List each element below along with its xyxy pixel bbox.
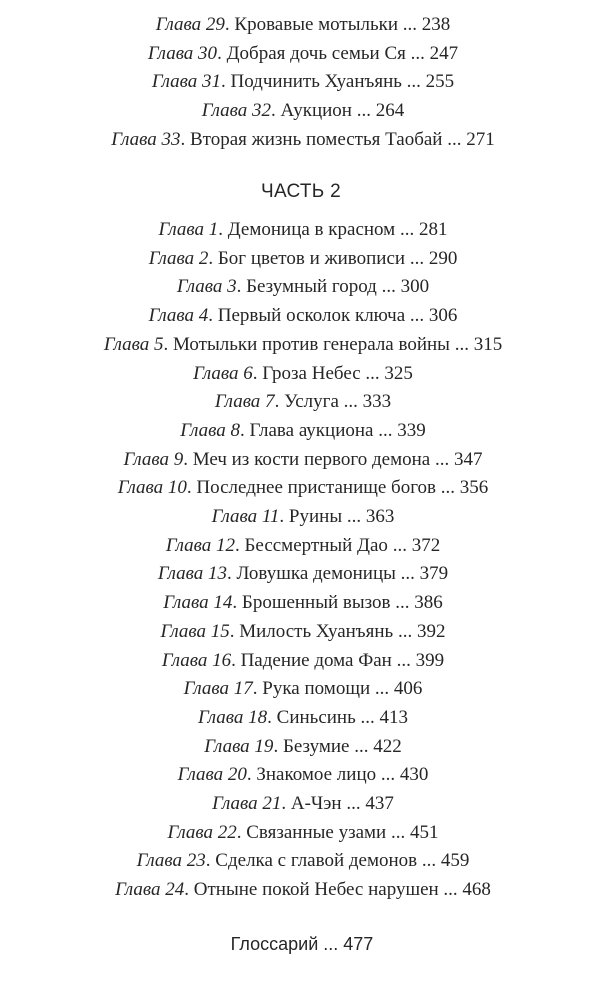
page-number: 333: [362, 391, 392, 413]
chapter-label: Глава 30: [147, 42, 218, 64]
label-period: .: [235, 534, 245, 556]
toc-entry[interactable]: [0, 13, 596, 37]
chapter-title: Добрая дочь семьи Ся: [226, 42, 406, 64]
label-period: .: [221, 71, 231, 93]
leader-dots: ...: [341, 793, 366, 814]
leader-dots: ...: [417, 850, 441, 872]
chapter-label: Глава 2: [148, 247, 209, 269]
leader-dots: ...: [373, 419, 398, 441]
label-period: .: [229, 620, 240, 642]
leader-dots: ...: [338, 391, 363, 413]
toc-entry[interactable]: [0, 620, 596, 644]
chapter-label: Глава 19: [204, 735, 274, 757]
chapter-title: Рука помощи: [262, 678, 371, 700]
page-number: 372: [411, 534, 441, 556]
page-number: 386: [414, 592, 443, 614]
chapter-title: Милость Хуанъянь: [239, 620, 394, 642]
toc-entry[interactable]: [0, 247, 596, 271]
page-number: 306: [428, 305, 458, 327]
leader-dots: ...: [391, 649, 416, 671]
toc-entry[interactable]: [0, 677, 596, 701]
label-period: .: [183, 448, 193, 470]
chapter-label: Глава 32: [201, 100, 271, 122]
chapter-label: Глава 22: [167, 821, 237, 843]
label-period: .: [205, 850, 216, 872]
label-period: .: [208, 247, 218, 269]
glossary-entry[interactable]: [0, 932, 596, 956]
page-number: 406: [393, 678, 423, 700]
label-period: .: [246, 764, 257, 786]
leader-dots: ...: [318, 934, 344, 954]
chapter-title: Сделка с главой демонов: [215, 850, 418, 872]
leader-dots: ...: [376, 764, 400, 786]
chapter-label: Глава 20: [177, 764, 247, 786]
page-number: 392: [416, 620, 446, 642]
leader-dots: ...: [342, 506, 366, 527]
leader-dots: ...: [349, 735, 374, 757]
chapter-title: Бессмертный Дао: [244, 534, 388, 556]
leader-dots: ...: [438, 879, 463, 901]
chapter-title: Меч из кости первого демона: [192, 448, 431, 470]
toc-entry[interactable]: [0, 505, 596, 529]
label-period: .: [267, 706, 277, 728]
chapter-title: Синьсинь: [276, 706, 356, 728]
page-number: 271: [466, 128, 495, 150]
toc-entry[interactable]: [0, 562, 596, 586]
leader-dots: ...: [436, 477, 460, 499]
chapter-label: Глава 10: [117, 477, 187, 499]
leader-dots: ...: [390, 592, 415, 614]
page-number: 413: [379, 706, 409, 728]
chapter-title: Бог цветов и живописи: [217, 247, 406, 269]
page-number: 247: [429, 42, 459, 64]
chapter-label: Глава 9: [123, 448, 184, 470]
page-number: 347: [453, 448, 483, 470]
page-number: 238: [421, 14, 451, 35]
chapter-label: Глава 31: [151, 71, 221, 93]
page-number: 315: [473, 333, 503, 355]
chapter-title: Последнее пристанище богов: [196, 477, 437, 499]
page-number: 430: [399, 764, 429, 786]
page-number: 281: [418, 219, 448, 240]
chapter-label: Глава 6: [193, 362, 253, 384]
leader-dots: ...: [370, 678, 394, 700]
chapter-label: Глава 5: [103, 333, 164, 355]
label-period: .: [236, 821, 247, 843]
toc-entry[interactable]: [0, 821, 596, 845]
toc-entry[interactable]: [0, 390, 596, 414]
label-period: .: [208, 305, 218, 327]
toc-entry[interactable]: [0, 534, 596, 558]
label-period: .: [184, 879, 194, 901]
chapter-label: Глава 17: [183, 678, 253, 700]
chapter-title: Первый осколок ключа: [217, 305, 406, 327]
chapter-title: Гроза Небес: [262, 362, 361, 384]
chapter-label: Глава 8: [180, 419, 240, 441]
chapter-title: Услуга: [284, 391, 339, 413]
page-number: 379: [419, 563, 449, 585]
page-number: 451: [409, 821, 439, 843]
toc-entry[interactable]: [0, 275, 596, 299]
chapter-title: Знакомое лицо: [256, 764, 377, 786]
label-period: .: [281, 793, 291, 814]
chapter-label: Глава 7: [214, 391, 275, 413]
label-period: .: [231, 649, 241, 671]
chapter-title: Отныне покой Небес нарушен: [193, 879, 439, 901]
chapter-label: Глава 4: [148, 305, 209, 327]
glossary-label: Глоссарий: [230, 934, 319, 954]
leader-dots: ...: [405, 42, 430, 64]
chapter-label: Глава 14: [163, 592, 233, 614]
chapter-label: Глава 24: [115, 879, 185, 901]
leader-dots: ...: [393, 620, 417, 642]
label-period: .: [279, 506, 289, 527]
label-period: .: [180, 128, 190, 150]
page-number: 255: [425, 71, 455, 93]
chapter-label: Глава 18: [197, 706, 268, 728]
page-number: 356: [459, 477, 489, 499]
toc-entry[interactable]: [0, 706, 596, 730]
toc-entry[interactable]: [0, 218, 596, 242]
chapter-label: Глава 12: [165, 534, 235, 556]
chapter-title: Глава аукциона: [249, 419, 374, 441]
label-period: .: [163, 333, 173, 355]
chapter-title: А-Чэн: [290, 793, 342, 814]
toc-entry[interactable]: [0, 763, 596, 787]
chapter-label: Глава 29: [155, 14, 225, 35]
leader-dots: ...: [386, 821, 410, 843]
label-period: .: [239, 419, 250, 441]
label-period: .: [218, 219, 228, 240]
label-period: .: [227, 563, 237, 585]
chapter-title: Демоница в красном: [227, 219, 396, 240]
chapter-label: Глава 23: [136, 850, 206, 872]
page-number: 459: [440, 850, 470, 872]
chapter-label: Глава 11: [211, 506, 280, 527]
toc-entry[interactable]: [0, 42, 596, 66]
chapter-label: Глава 16: [161, 649, 232, 671]
leader-dots: ...: [351, 100, 376, 122]
chapter-title: Брошенный вызов: [241, 592, 391, 614]
chapter-title: Мотыльки против генерала войны: [173, 333, 450, 355]
toc-entry[interactable]: [0, 333, 596, 357]
page-number: 290: [428, 247, 458, 269]
chapter-label: Глава 21: [212, 793, 282, 814]
leader-dots: ...: [376, 276, 401, 298]
toc-entry[interactable]: [0, 99, 596, 123]
page-number: 339: [397, 419, 426, 441]
chapter-title: Безумие: [282, 735, 350, 757]
chapter-title: Связанные узами: [246, 821, 387, 843]
leader-dots: ...: [395, 563, 420, 585]
chapter-title: Безумный город: [246, 276, 377, 298]
toc-entry[interactable]: [0, 476, 596, 500]
label-period: .: [236, 276, 247, 298]
label-period: .: [273, 735, 283, 757]
label-period: .: [217, 42, 227, 64]
glossary-page-number: 477: [343, 934, 374, 954]
toc-entry[interactable]: [0, 735, 596, 759]
leader-dots: ...: [449, 333, 474, 355]
chapter-title: Руины: [288, 506, 343, 527]
chapter-label: Глава 1: [158, 219, 219, 240]
chapter-label: Глава 3: [176, 276, 237, 298]
chapter-label: Глава 15: [160, 620, 230, 642]
label-period: .: [252, 678, 263, 700]
toc-entry[interactable]: [0, 792, 596, 816]
leader-dots: ...: [398, 14, 422, 35]
page-number: 300: [400, 276, 430, 298]
leader-dots: ...: [395, 219, 419, 240]
part-2-heading: ЧАСТЬ 2: [260, 181, 342, 202]
chapter-title: Вторая жизнь поместья Таобай: [189, 128, 443, 150]
chapter-title: Падение дома Фан: [240, 649, 392, 671]
label-period: .: [270, 100, 281, 122]
toc-entry[interactable]: [0, 849, 596, 873]
label-period: .: [224, 14, 235, 35]
page-number: 264: [375, 100, 405, 122]
page-number: 437: [365, 793, 394, 814]
leader-dots: ...: [355, 706, 380, 728]
leader-dots: ...: [401, 71, 426, 93]
toc-entry[interactable]: [0, 362, 596, 386]
leader-dots: ...: [430, 448, 454, 470]
label-period: .: [186, 477, 197, 499]
page-number: 363: [365, 506, 395, 527]
chapter-label: Глава 33: [111, 128, 181, 150]
toc-entry[interactable]: [0, 591, 596, 615]
chapter-title: Кровавые мотыльки: [234, 14, 399, 35]
toc-entry[interactable]: [0, 70, 596, 94]
toc-entry[interactable]: [0, 448, 596, 472]
chapter-title: Ловушка демоницы: [236, 563, 396, 585]
toc-entry[interactable]: [0, 128, 596, 152]
page-number: 325: [384, 362, 413, 384]
toc-entry[interactable]: [0, 419, 596, 443]
page-number: 422: [373, 735, 402, 757]
chapter-title: Аукцион: [280, 100, 352, 122]
toc-entry[interactable]: [0, 304, 596, 328]
leader-dots: ...: [442, 128, 467, 150]
leader-dots: ...: [405, 305, 429, 327]
chapter-title: Подчинить Хуанъянь: [230, 71, 402, 93]
label-period: .: [252, 362, 263, 384]
page-number: 399: [415, 649, 445, 671]
label-period: .: [232, 592, 242, 614]
toc-entry[interactable]: [0, 878, 596, 902]
leader-dots: ...: [387, 534, 412, 556]
label-period: .: [274, 391, 285, 413]
leader-dots: ...: [405, 247, 429, 269]
chapter-label: Глава 13: [157, 563, 228, 585]
toc-entry[interactable]: [0, 649, 596, 673]
page-number: 468: [462, 879, 491, 901]
leader-dots: ...: [360, 362, 385, 384]
